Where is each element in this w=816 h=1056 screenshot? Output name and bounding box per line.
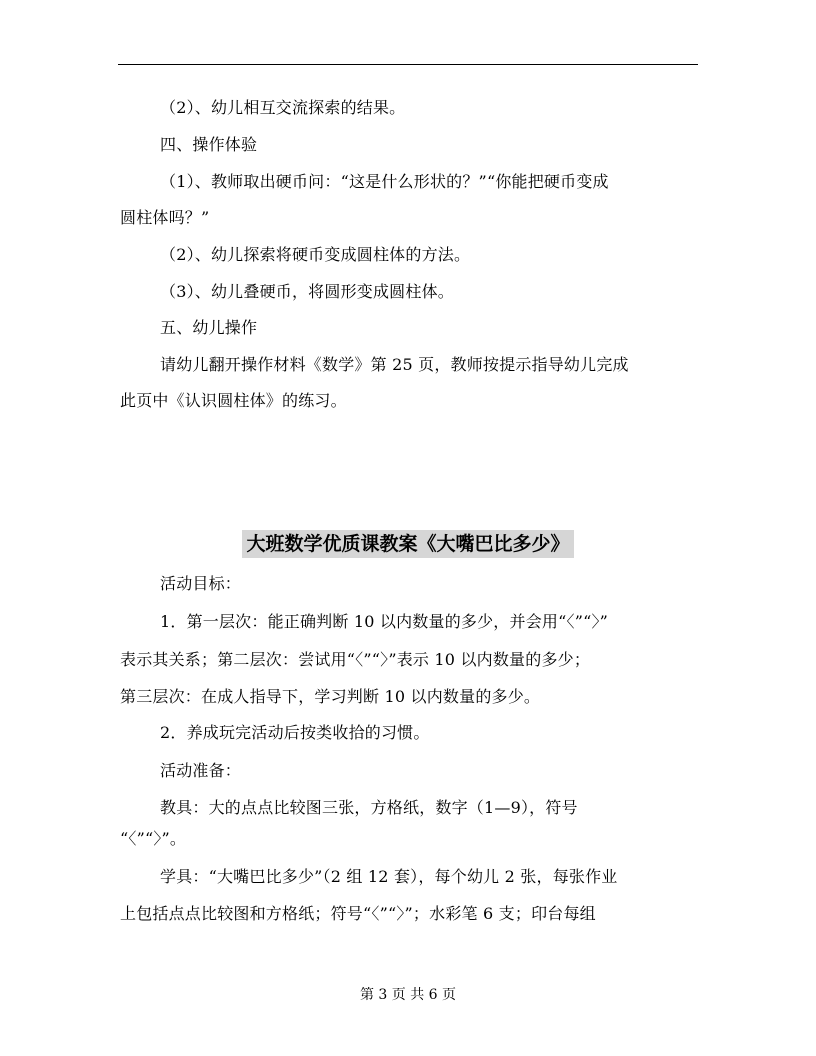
lesson-title-wrap xyxy=(0,530,816,558)
paragraph-line: 2．养成玩完活动后按类收拾的习惯。 xyxy=(160,723,430,742)
section-heading: 活动准备： xyxy=(160,761,242,780)
paragraph-line: 此页中《认识圆柱体》的练习。 xyxy=(120,391,347,410)
section-heading: 五、幼儿操作 xyxy=(160,318,258,337)
paragraph-line: 表示其关系；第二层次：尝试用“〈”“〉”表示 10 以内数量的多少； xyxy=(120,650,591,669)
section-heading: 四、操作体验 xyxy=(160,135,258,154)
section-heading: 活动目标： xyxy=(160,574,242,593)
paragraph-line: 圆柱体吗？” xyxy=(120,208,210,227)
paragraph-line: 学具：“大嘴巴比多少”（2 组 12 套），每个幼儿 2 张，每张作业 xyxy=(160,867,618,886)
lesson-title: 大班数学优质课教案《大嘴巴比多少》 xyxy=(242,530,573,558)
paragraph-line: （1）、教师取出硬币问：“这是什么形状的？”“你能把硬币变成 xyxy=(160,172,609,191)
paragraph-line: “〈”“〉”。 xyxy=(120,829,187,848)
header-rule xyxy=(118,64,698,65)
paragraph-line: （2）、幼儿探索将硬币变成圆柱体的方法。 xyxy=(160,245,471,264)
paragraph-line: （2）、幼儿相互交流探索的结果。 xyxy=(160,98,406,117)
paragraph-line: （3）、幼儿叠硬币，将圆形变成圆柱体。 xyxy=(160,282,454,301)
paragraph-line: 1．第一层次：能正确判断 10 以内数量的多少，并会用“〈”“〉” xyxy=(160,612,609,631)
paragraph-line: 第三层次：在成人指导下，学习判断 10 以内数量的多少。 xyxy=(120,687,541,706)
paragraph-line: 上包括点点比较图和方格纸；符号“〈”“〉”；水彩笔 6 支；印台每组 xyxy=(120,904,596,923)
paragraph-line: 请幼儿翻开操作材料《数学》第 25 页，教师按提示指导幼儿完成 xyxy=(160,355,629,374)
paragraph-line: 教具：大的点点比较图三张，方格纸，数字（1—9），符号 xyxy=(160,798,578,817)
page-number: 第 3 页 共 6 页 xyxy=(359,987,457,1003)
